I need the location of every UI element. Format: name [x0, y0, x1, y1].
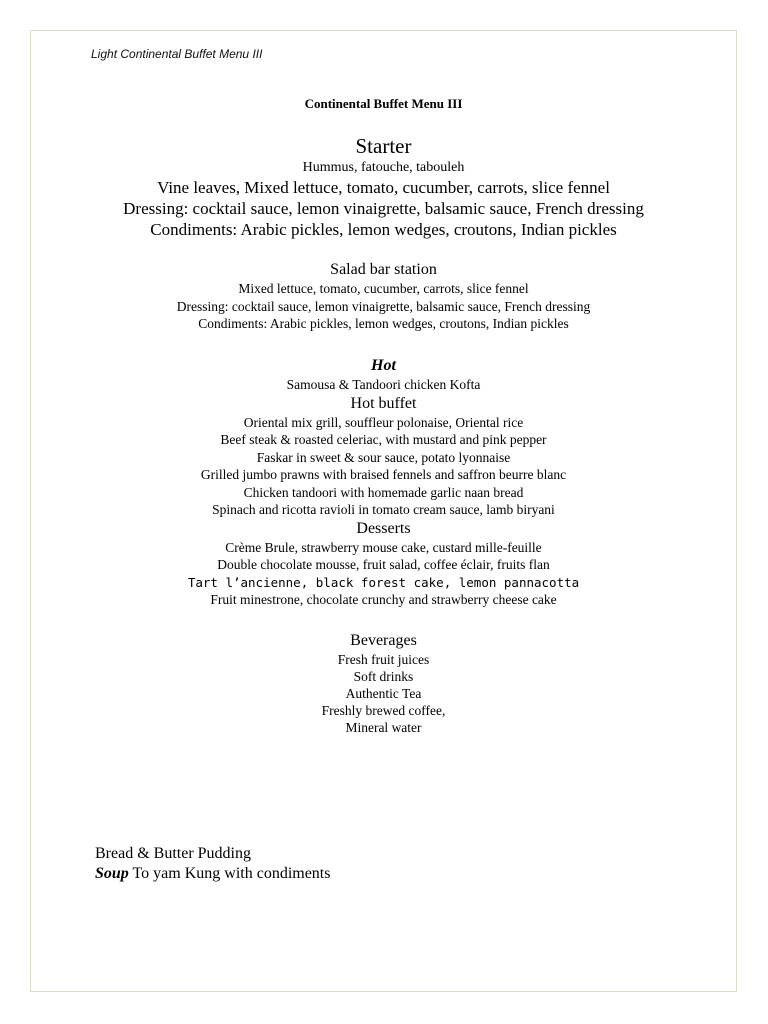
hot-buffet-line: Spinach and ricotta ravioli in tomato cream sauce, lamb biryani [212, 502, 555, 517]
dessert-line: Fruit minestrone, chocolate crunchy and strawberry cheese cake [210, 592, 557, 607]
starter-line: Vine leaves, Mixed lettuce, tomato, cucumber, carrots, slice fennel [157, 177, 610, 197]
hot-line: Samousa & Tandoori chicken Kofta [286, 377, 481, 392]
beverage-line: Soft drinks [353, 669, 414, 684]
hot-buffet-line: Chicken tandoori with homemade garlic naan bread [243, 484, 524, 500]
beverages-section [30, 631, 737, 736]
dessert-line: Crème Brule, strawberry mouse cake, custard mille-feuille [225, 539, 542, 555]
running-header: Light Continental Buffet Menu III [91, 47, 263, 61]
document-title: Continental Buffet Menu III [304, 96, 463, 111]
beverage-line: Authentic Tea [345, 686, 422, 701]
hot-heading: Hot [371, 357, 396, 374]
starter-line: Dressing: cocktail sauce, lemon vinaigrette, balsamic sauce, French dressing [123, 198, 644, 218]
salad-bar-section [30, 260, 737, 333]
hot-buffet-line: Oriental mix grill, souffleur polonaise, Oriental rice [243, 414, 524, 430]
hot-buffet-line: Faskar in sweet & sour sauce, potato lyonnaise [256, 449, 511, 465]
hot-buffet-line: Beef steak & roasted celeriac, with mustard and pink pepper [220, 432, 547, 447]
soup-line [95, 864, 330, 884]
hot-buffet-heading: Hot buffet [350, 394, 417, 412]
desserts-heading: Desserts [356, 519, 411, 537]
salad-bar-line: Condiments: Arabic pickles, lemon wedges, croutons, Indian pickles [198, 316, 569, 331]
beverages-heading: Beverages [350, 632, 417, 649]
salad-bar-heading: Salad bar station [330, 261, 437, 278]
starter-heading: Starter [355, 134, 412, 158]
soup-text: To yam Kung with condiments [128, 865, 331, 882]
pudding-line: Bread & Butter Pudding [95, 845, 251, 862]
beverage-line: Fresh fruit juices [337, 652, 430, 667]
dessert-line: Tart l’ancienne, black forest cake, lemon pannacotta [187, 574, 580, 590]
soup-label: Soup [95, 865, 129, 882]
hot-section [30, 356, 737, 609]
salad-bar-line: Mixed lettuce, tomato, cucumber, carrots, slice fennel [238, 281, 529, 296]
hot-buffet-line: Grilled jumbo prawns with braised fennels and saffron beurre blanc [200, 467, 567, 482]
salad-bar-line: Dressing: cocktail sauce, lemon vinaigrette, balsamic sauce, French dressing [176, 298, 591, 314]
starter-line: Condiments: Arabic pickles, lemon wedges, croutons, Indian pickles [150, 219, 617, 239]
beverage-line: Mineral water [345, 720, 422, 735]
starter-section [30, 133, 737, 240]
dessert-line: Double chocolate mousse, fruit salad, coffee éclair, fruits flan [217, 557, 550, 572]
footer-section [95, 844, 330, 884]
starter-line: Hummus, fatouche, tabouleh [302, 160, 465, 175]
beverage-line: Freshly brewed coffee, [321, 703, 446, 718]
